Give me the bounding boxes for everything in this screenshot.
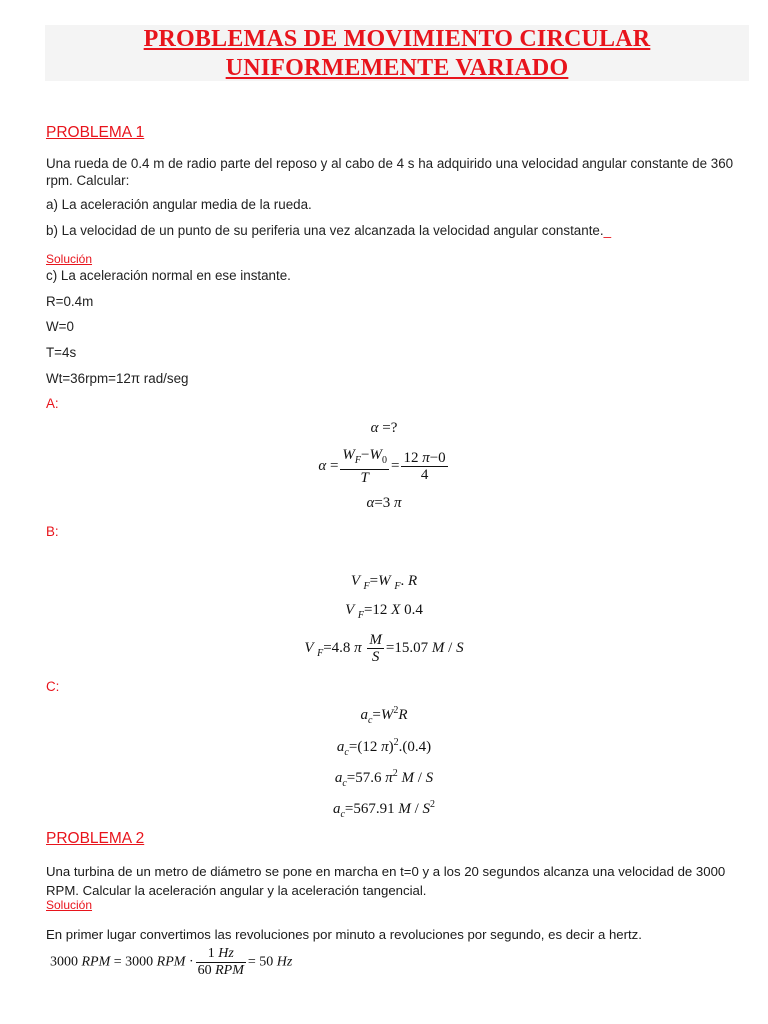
equation-rpm-conversion: 3000 RPM = 3000 RPM · $\frac{1 Hz}{\text{60 RPM}}$ = 50 Hz (50, 946, 293, 978)
equation-vf-result: V $_F$=4.8 π $\frac{M}{S}$ =15.07 M / S (304, 632, 464, 665)
equation-ac-substitution: $a_c=(12$ π)$^2$.(0.4) (336, 737, 432, 758)
section-label-c: C: (46, 679, 60, 694)
page-title-line-2: UNIFORMEMENTE VARIADO (225, 55, 569, 81)
data-radius: R=0.4m (46, 294, 94, 309)
section-label-b: B: (46, 524, 59, 539)
page-title-line-1: PROBLEMAS DE MOVIMIENTO CIRCULAR (143, 26, 651, 52)
equation-alpha-formula: α = $\frac{W_F-W_0}{T}$ = $\frac{12 \pi-0}{4}$ (318, 447, 446, 486)
data-initial-velocity: W=0 (46, 319, 74, 334)
solution-link-2[interactable]: Solución (46, 898, 93, 912)
data-final-velocity: Wt=36rpm=12π rad/seg (46, 371, 189, 386)
problem-1-heading: PROBLEMA 1 (46, 124, 145, 141)
section-label-a: A: (46, 396, 59, 411)
equation-alpha-result: α=3 π (366, 495, 402, 511)
equation-alpha-unknown: α =? (370, 420, 398, 436)
problem-1-part-b-text: b) La velocidad de un punto de su periferia una vez alcanzada la velocidad angular constante. (46, 223, 604, 238)
data-time: T=4s (46, 345, 77, 360)
equation-ac-partial: $a_c=57.6$ $\pi^2$ M / S (334, 768, 434, 789)
problem-2-intro: En primer lugar convertimos las revoluciones por minuto a revoluciones por segundo, es decir a hertz. (46, 927, 642, 942)
problem-1-part-c: c) La aceleración normal en ese instante. (46, 268, 291, 283)
equation-ac-result: $a_c=567.91$ M / $S^2$ (332, 799, 436, 820)
problem-1-part-b (46, 222, 611, 239)
problem-2-statement: Una turbina de un metro de diámetro se pone en marcha en t=0 y a los 20 segundos alcanza una velocidad de 3000 RPM. Calcular la aceleración angular y la aceleración tangencial. (46, 864, 726, 898)
underline-mark: _ (603, 223, 612, 238)
solution-link[interactable]: Solución (46, 252, 93, 266)
problem-1-part-a: a) La aceleración angular media de la rueda. (46, 197, 312, 212)
equation-vf-formula: V $_F$=W $_F$. R (350, 573, 418, 592)
equation-vf-substitution: V $_F$=12 X 0.4 (345, 602, 423, 621)
problem-2-heading: PROBLEMA 2 (46, 830, 145, 847)
equation-ac-formula: $a_c=W^2R$ (360, 705, 408, 726)
problem-1-statement: Una rueda de 0.4 m de radio parte del reposo y al cabo de 4 s ha adquirido una velocidad angular constante de 360 rpm. Calcular: (46, 156, 734, 188)
